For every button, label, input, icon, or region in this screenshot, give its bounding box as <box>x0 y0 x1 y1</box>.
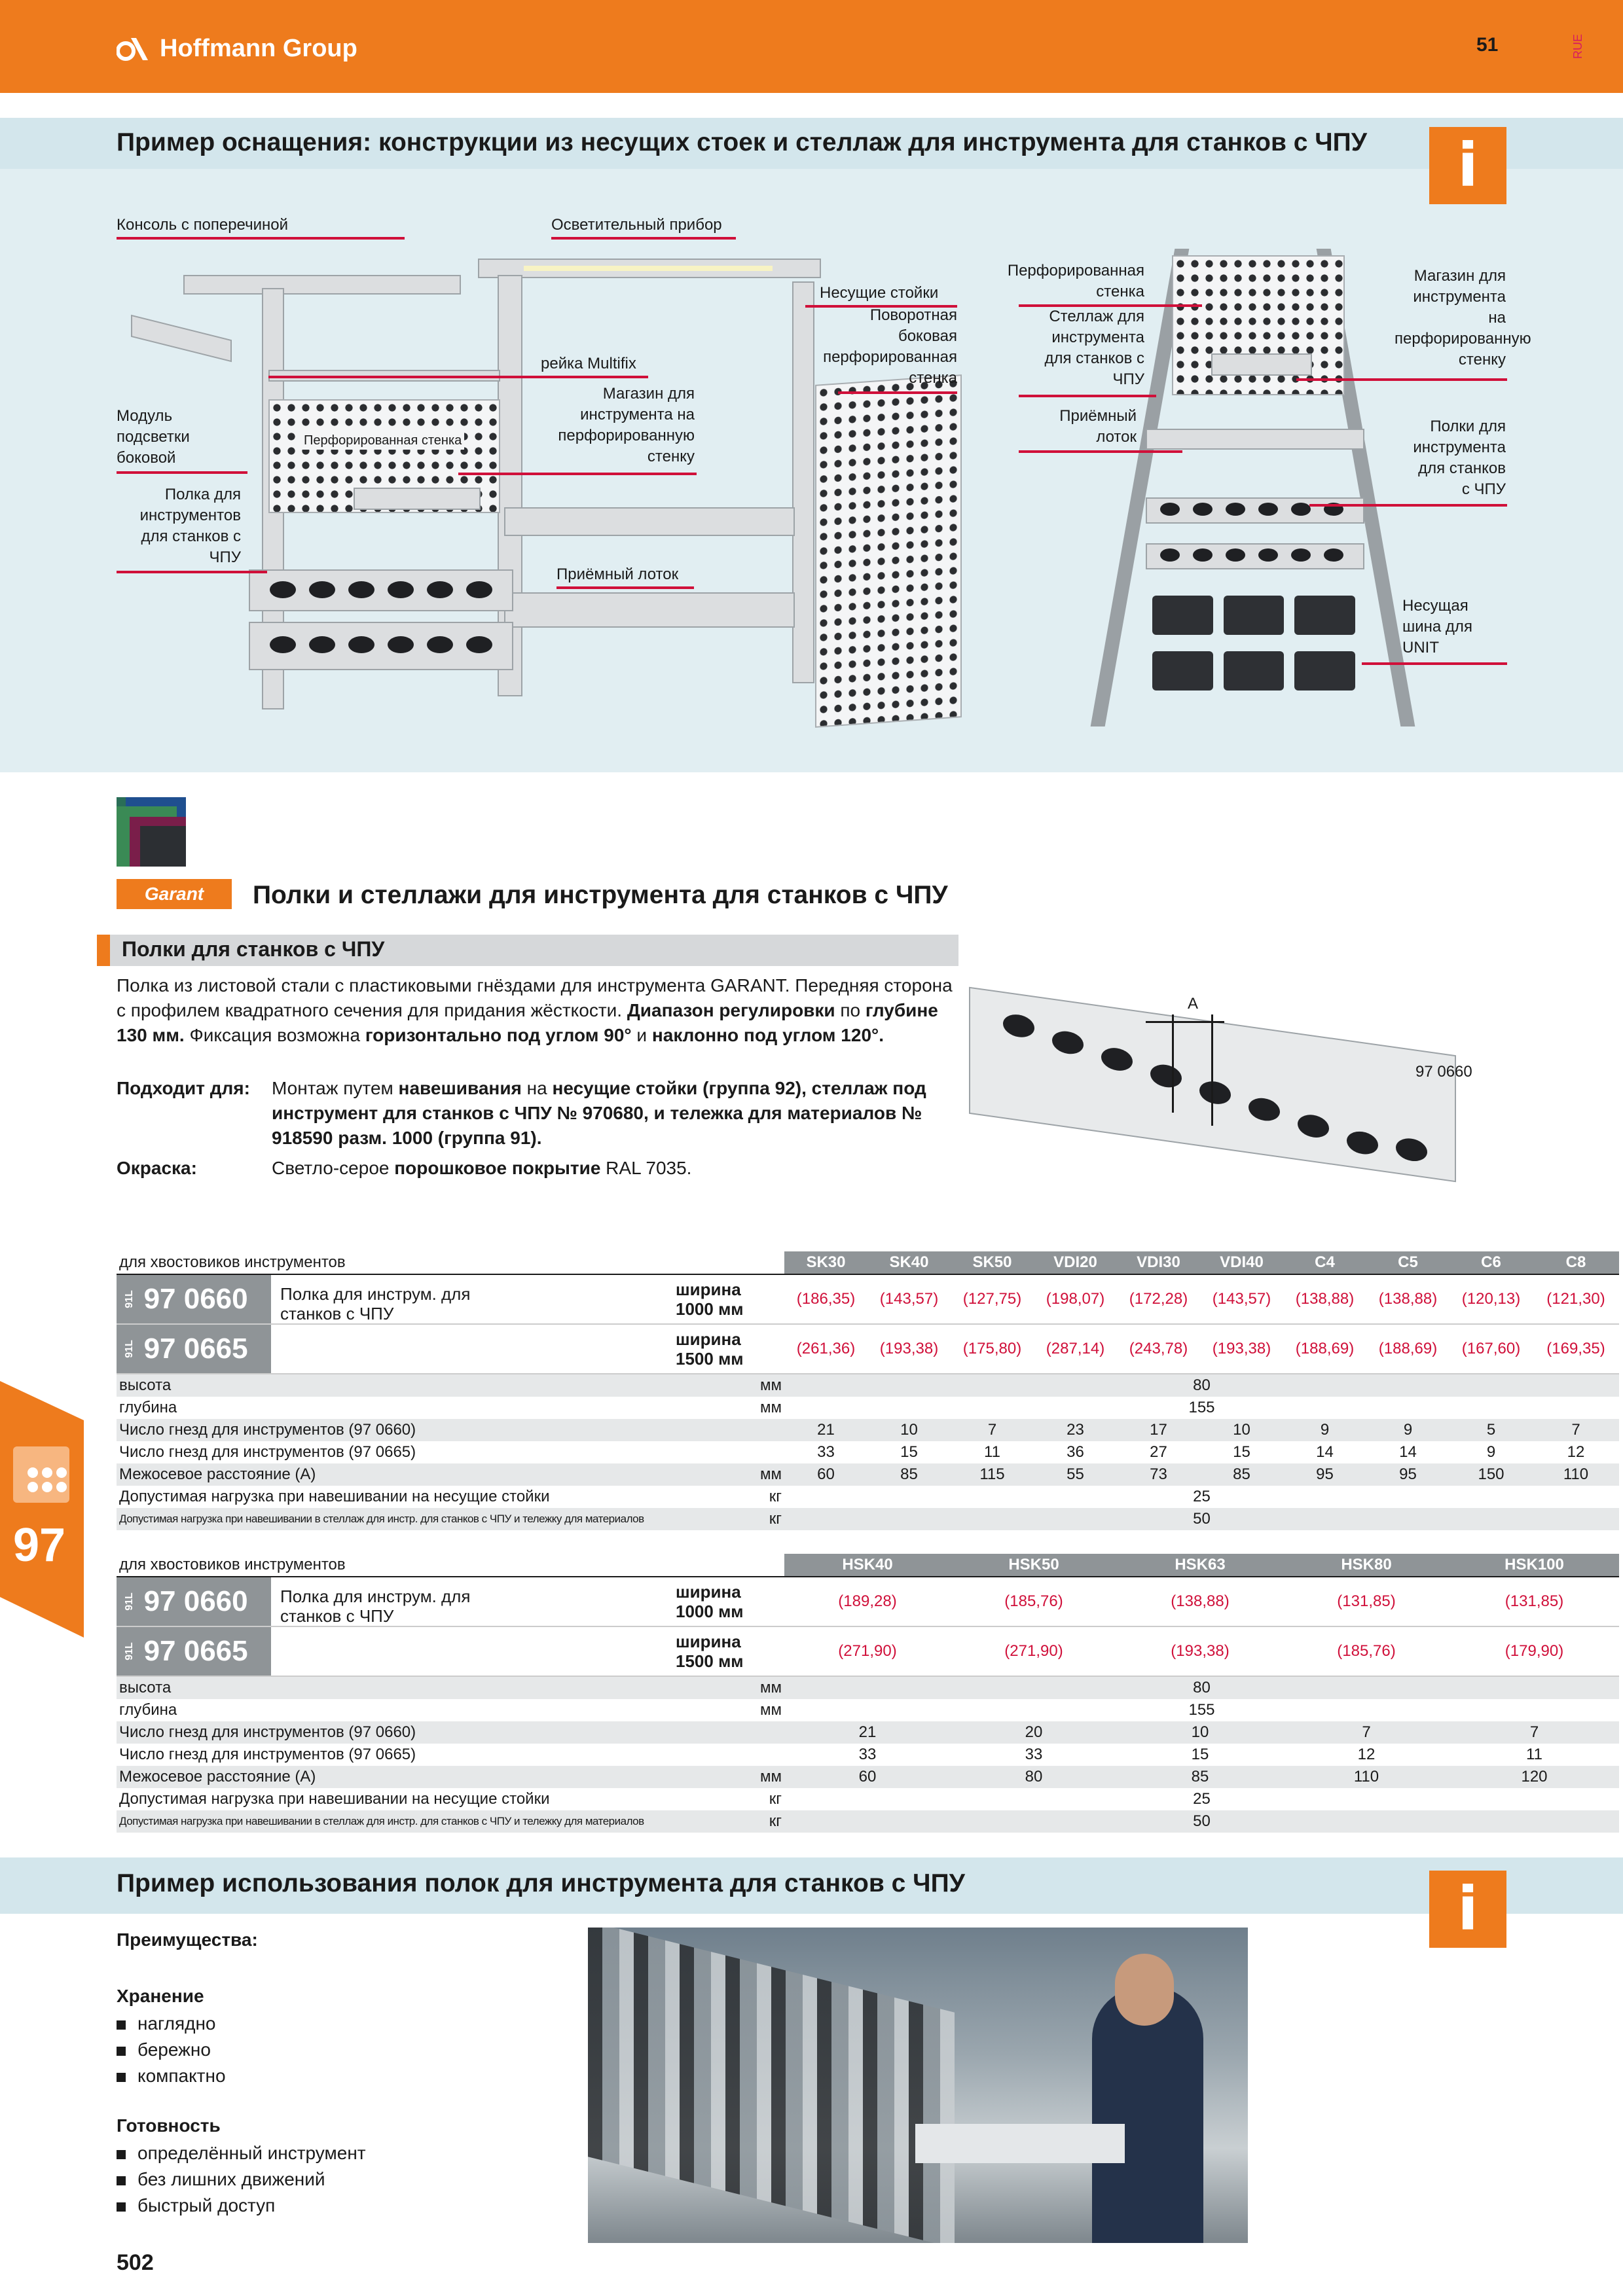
row-value: 14 <box>1399 1443 1417 1461</box>
row-label: высота <box>117 1676 673 1699</box>
row-value: 60 <box>784 1463 867 1486</box>
price-cell: (169,35) <box>1546 1340 1605 1357</box>
article-cell <box>117 1577 673 1626</box>
price-cell: (121,30) <box>1546 1290 1605 1308</box>
info-icon: i <box>1429 1871 1506 1948</box>
tool-shelf-lower <box>249 622 513 670</box>
col-header: HSK100 <box>1450 1554 1619 1577</box>
dimension-tick <box>1211 1014 1213 1126</box>
bullet-icon <box>117 2176 126 2185</box>
col-header: VDI30 <box>1117 1251 1200 1274</box>
color-swatches <box>117 797 186 867</box>
fits-bold: несущие стойки (группа 92), стеллаж под инструмент для станков с ЧПУ № 970680, и тележка для материалов № 918590 разм. 1000 (группа 91). <box>272 1078 926 1148</box>
row-value: 27 <box>1150 1443 1167 1461</box>
row-value: 9 <box>1366 1419 1450 1441</box>
label-tool-shelf: Полка для инструментов для станков с ЧПУ <box>139 486 241 566</box>
product-title: Полки и стеллажи для инструмента для станков с ЧПУ <box>253 881 948 909</box>
price-cell: (287,14) <box>1046 1340 1105 1357</box>
callout-line <box>556 586 694 589</box>
tool-shelf-upper <box>249 569 513 611</box>
article-cell <box>117 1274 673 1324</box>
row-unit: мм <box>760 1701 782 1719</box>
price-cell: (193,38) <box>879 1340 939 1357</box>
bullet-icon <box>117 2047 126 2056</box>
row-value: 80 <box>951 1766 1117 1788</box>
callout-line <box>268 376 648 378</box>
price-cell: (131,85) <box>1337 1592 1396 1610</box>
bullet-icon <box>117 2073 126 2082</box>
chapter-tab[interactable] <box>0 1381 84 1638</box>
fits-bold: навешивания <box>398 1078 522 1098</box>
list-item-text: быстрый доступ <box>137 2195 276 2215</box>
row-value: 36 <box>1067 1443 1084 1461</box>
article-width: ширина 1500 мм <box>676 1632 744 1671</box>
price-cell: (138,88) <box>1171 1592 1230 1610</box>
row-value: 85 <box>867 1463 951 1486</box>
row-value: 85 <box>1117 1766 1283 1788</box>
list-item <box>117 2063 226 2089</box>
row-value: 10 <box>867 1419 951 1441</box>
row-value: 9 <box>1486 1443 1496 1461</box>
article-desc: Полка для инструм. для станков с ЧПУ <box>280 1587 471 1626</box>
row-value: 150 <box>1450 1463 1533 1486</box>
page-number-bottom: 502 <box>117 2250 154 2275</box>
price-cell: (188,69) <box>1295 1340 1355 1357</box>
paint-text-part: RAL 7035. <box>600 1158 692 1178</box>
label-rack-rail: Несущая шина для UNIT <box>1402 597 1472 656</box>
row-value: 155 <box>1188 1399 1215 1416</box>
rack-illustration <box>1133 249 1381 726</box>
article-desc: Полка для инструм. для станков с ЧПУ <box>280 1284 471 1323</box>
article-number-box[interactable] <box>117 1325 271 1373</box>
row-value: 7 <box>1533 1419 1619 1441</box>
row-unit: кг <box>673 1508 784 1530</box>
callout-line <box>1296 378 1507 381</box>
info-icon: i <box>1429 127 1506 204</box>
row-value: 11 <box>984 1443 1000 1461</box>
fits-text <box>272 1076 953 1151</box>
list-item <box>117 2166 366 2193</box>
row-value: 17 <box>1117 1419 1200 1441</box>
rack-tray <box>1146 429 1364 450</box>
article-width: ширина 1000 мм <box>676 1582 744 1621</box>
price-cell: (131,85) <box>1504 1592 1564 1610</box>
perforated-wall-label: Перфорированная стенка <box>301 432 464 450</box>
desc-bold: горизонтально под углом 90° <box>365 1025 632 1045</box>
product-description <box>117 973 961 1048</box>
label-rack-perf: Перфорированная стенка <box>1007 262 1144 300</box>
col-header: HSK63 <box>1117 1554 1283 1577</box>
fits-text-part: Монтаж путем <box>272 1078 399 1098</box>
advantages-title: Преимущества: <box>117 1929 258 1950</box>
callout-line <box>458 473 697 475</box>
list-item <box>117 2011 226 2037</box>
price-cell: (188,69) <box>1378 1340 1438 1357</box>
row-value: 11 <box>1526 1746 1542 1763</box>
price-cell: (243,78) <box>1129 1340 1188 1357</box>
row-value: 15 <box>1191 1746 1209 1763</box>
row-value: 120 <box>1450 1766 1619 1788</box>
article-number: 97 0665 <box>143 1333 248 1365</box>
row-unit: кг <box>673 1810 784 1833</box>
row-value: 95 <box>1366 1463 1450 1486</box>
row-value: 21 <box>784 1419 867 1441</box>
desc-text: Полка из листовой стали с пластиковыми гнёздами для инструмента GARANT. Передняя сторона с профилем квадратного сечения для придания жёсткости. <box>117 975 953 1020</box>
article-number-box[interactable] <box>117 1627 271 1676</box>
row-value: 60 <box>784 1766 951 1788</box>
right-upright <box>792 281 814 683</box>
price-cell: (143,57) <box>1212 1290 1271 1308</box>
product-figure <box>956 982 1473 1204</box>
label-magazine: Магазин для инструмента на перфорированную стенку <box>558 385 695 465</box>
row-value: 50 <box>784 1508 1619 1530</box>
callout-line <box>117 471 247 474</box>
article-number-box[interactable] <box>117 1577 271 1626</box>
row-value: 85 <box>1200 1463 1283 1486</box>
row-unit: кг <box>769 1790 782 1808</box>
price-cell: (179,90) <box>1504 1642 1564 1660</box>
row-label: Число гнезд для инструментов (97 0660) <box>117 1419 673 1441</box>
label-tray: Приёмный лоток <box>556 565 679 583</box>
price-cell: (186,35) <box>796 1290 856 1308</box>
workstation-illustration <box>216 249 871 720</box>
row-value: 110 <box>1283 1766 1450 1788</box>
price-cell: (185,76) <box>1337 1642 1396 1660</box>
row-value: 80 <box>784 1676 1619 1699</box>
ready-list <box>117 2140 366 2219</box>
row-value: 12 <box>1567 1443 1585 1461</box>
rack-shelf-2 <box>1146 543 1364 569</box>
col-header: SK30 <box>784 1251 867 1274</box>
brand-name: Hoffmann Group <box>160 34 357 62</box>
row-value: 110 <box>1533 1463 1619 1486</box>
desc-bold: наклонно под углом 120°. <box>651 1025 884 1045</box>
figure-article-label: 97 0660 <box>1415 1063 1472 1081</box>
row-value: 12 <box>1357 1746 1376 1763</box>
row-unit: мм <box>760 1399 782 1416</box>
row-value: 15 <box>1233 1443 1250 1461</box>
price-cell: (138,88) <box>1378 1290 1438 1308</box>
list-item <box>117 2037 226 2063</box>
article-number: 97 0660 <box>143 1585 248 1617</box>
desc-bold: Диапазон регулировки <box>627 1000 835 1020</box>
article-number: 97 0665 <box>143 1635 248 1667</box>
row-value: 115 <box>951 1463 1034 1486</box>
row-value: 155 <box>1188 1701 1215 1719</box>
row-value: 73 <box>1117 1463 1200 1486</box>
console-beam <box>183 275 461 295</box>
row-value: 7 <box>951 1419 1034 1441</box>
row-label: Допустимая нагрузка при навешивании в стеллаж для инстр. для станков с ЧПУ и тележку для материалов <box>117 1508 673 1530</box>
subtitle-accent <box>97 935 110 966</box>
article-width: ширина 1000 мм <box>676 1280 744 1319</box>
price-cell: (127,75) <box>962 1290 1022 1308</box>
garant-logo: Garant <box>117 879 232 909</box>
col-header: HSK50 <box>951 1554 1117 1577</box>
light-strip <box>524 266 773 271</box>
tray-upper <box>504 507 795 536</box>
equipment-example-title: Пример оснащения: конструкции из несущих стоек и стеллаж для инструмента для станков с ЧПУ <box>117 128 1367 156</box>
paint-text <box>272 1156 691 1181</box>
person-head <box>1115 1954 1174 2026</box>
article-number: 97 0660 <box>143 1283 248 1315</box>
paint-bold: порошковое покрытие <box>394 1158 601 1178</box>
list-item-text: компактно <box>137 2066 226 2086</box>
list-item <box>117 2140 366 2166</box>
row-value: 55 <box>1034 1463 1117 1486</box>
storage-list <box>117 2011 226 2089</box>
row-value: 23 <box>1034 1419 1117 1441</box>
label-rack: Стеллаж для инструмента для станков с ЧПУ <box>1044 308 1144 388</box>
callout-line <box>1019 450 1182 453</box>
rack-shelf-1 <box>1146 497 1364 524</box>
row-value: 14 <box>1316 1443 1334 1461</box>
bullet-icon <box>117 2020 126 2030</box>
col-header: VDI20 <box>1034 1251 1117 1274</box>
callout-line <box>117 237 405 240</box>
row-label: высота <box>117 1374 673 1397</box>
row-label: Допустимая нагрузка при навешивании на несущие стойки <box>119 1790 550 1808</box>
label-lighting: Осветительный прибор <box>551 216 722 234</box>
row-value: 25 <box>1193 1790 1211 1808</box>
row-unit: мм <box>673 1463 784 1486</box>
table-caption: для хвостовиков инструментов <box>119 1253 346 1271</box>
row-label: глубина <box>119 1701 177 1719</box>
group-code: 91L <box>123 1340 135 1358</box>
row-unit: кг <box>769 1488 782 1505</box>
swatch-dark <box>140 826 186 867</box>
price-cell: (261,36) <box>796 1340 856 1357</box>
list-item-text: бережно <box>137 2039 211 2060</box>
desc-text: Фиксация возможна <box>184 1025 365 1045</box>
callout-line <box>551 237 736 240</box>
usage-photo <box>588 1928 1248 2243</box>
group-code: 91L <box>123 1592 135 1611</box>
rotary-perforated-wall <box>815 374 962 728</box>
row-value: 15 <box>900 1443 918 1461</box>
paint-label: Окраска: <box>117 1158 197 1178</box>
row-value: 50 <box>784 1810 1619 1833</box>
group-code: 91L <box>123 1642 135 1660</box>
row-value: 80 <box>784 1374 1619 1397</box>
fits-label: Подходит для: <box>117 1078 250 1098</box>
ready-title: Готовность <box>117 2115 221 2136</box>
paint-text-part: Светло-серое <box>272 1158 395 1178</box>
row-value: 10 <box>1117 1721 1283 1744</box>
col-header: SK50 <box>951 1251 1034 1274</box>
label-rail: рейка Multifix <box>541 355 636 372</box>
label-rack-tray: Приёмный лоток <box>1059 407 1137 446</box>
row-unit: мм <box>673 1766 784 1788</box>
row-unit: мм <box>673 1374 784 1397</box>
article-cell <box>117 1626 673 1676</box>
col-header: C5 <box>1366 1251 1450 1274</box>
col-header: VDI40 <box>1200 1251 1283 1274</box>
row-value: 10 <box>1200 1419 1283 1441</box>
row-label: Допустимая нагрузка при навешивании на несущие стойки <box>119 1488 550 1505</box>
row-unit: мм <box>673 1676 784 1699</box>
label-uprights: Несущие стойки <box>820 284 939 302</box>
usage-title: Пример использования полок для инструмента для станков с ЧПУ <box>117 1869 965 1897</box>
workbench <box>915 2124 1125 2163</box>
hoffmann-logo-icon <box>117 34 153 63</box>
row-value: 21 <box>784 1721 951 1744</box>
rack-magazine <box>1211 353 1312 376</box>
bullet-icon <box>117 2202 126 2212</box>
col-header: C8 <box>1533 1251 1619 1274</box>
price-cell: (271,90) <box>1004 1642 1063 1660</box>
price-cell: (189,28) <box>838 1592 897 1610</box>
dimension-label: A <box>1188 995 1199 1013</box>
label-rack-magazine: Магазин для инструмента на перфорированную стенку <box>1395 267 1531 368</box>
row-value: 9 <box>1283 1419 1366 1441</box>
tool-magazine <box>354 488 481 510</box>
article-cell <box>117 1324 673 1374</box>
tray-lower <box>504 592 795 628</box>
price-cell: (185,76) <box>1004 1592 1063 1610</box>
article-width: ширина 1500 мм <box>676 1329 744 1369</box>
row-value: 33 <box>817 1443 835 1461</box>
price-cell: (271,90) <box>838 1642 897 1660</box>
callout-line <box>117 571 267 573</box>
price-cell: (120,13) <box>1461 1290 1521 1308</box>
storage-title: Хранение <box>117 1986 204 2006</box>
row-value: 33 <box>1025 1746 1043 1763</box>
desc-text: по <box>835 1000 866 1020</box>
row-label: Число гнезд для инструментов (97 0660) <box>117 1721 673 1744</box>
brand-logo <box>117 34 357 63</box>
list-item-text: определённый инструмент <box>137 2143 366 2163</box>
row-value: 7 <box>1283 1721 1450 1744</box>
page-number-top: 51 <box>1476 34 1499 56</box>
row-value: 33 <box>858 1746 877 1763</box>
desc-text: и <box>631 1025 652 1045</box>
chapter-tab-shape-icon <box>0 1381 84 1638</box>
price-cell: (198,07) <box>1046 1290 1105 1308</box>
callout-line <box>1019 395 1156 397</box>
label-rack-shelves: Полки для инструмента для станков с ЧПУ <box>1413 418 1506 498</box>
list-item-text: наглядно <box>137 2013 216 2034</box>
price-cell: (193,38) <box>1212 1340 1271 1357</box>
callout-line <box>1362 662 1507 665</box>
callout-line <box>838 391 957 394</box>
callout-line <box>1309 504 1507 507</box>
row-value: 25 <box>1193 1488 1211 1505</box>
price-cell: (193,38) <box>1171 1642 1230 1660</box>
col-header: SK40 <box>867 1251 951 1274</box>
label-rotary-wall: Поворотная боковая перфорированная стенка <box>823 306 957 387</box>
rack-unit-row-2 <box>1152 651 1355 691</box>
rack-unit-row-1 <box>1152 596 1355 635</box>
col-header: HSK80 <box>1283 1554 1450 1577</box>
desc-bold: глубине 130 мм. <box>117 1000 938 1045</box>
row-label: Допустимая нагрузка при навешивании в стеллаж для инстр. для станков с ЧПУ и тележку для материалов <box>117 1810 673 1833</box>
bullet-icon <box>117 2150 126 2159</box>
price-cell: (175,80) <box>962 1340 1022 1357</box>
chapter-number: 97 <box>13 1519 66 1571</box>
price-cell: (138,88) <box>1295 1290 1355 1308</box>
row-value: 7 <box>1450 1721 1619 1744</box>
dimension-tick <box>1172 1014 1174 1113</box>
row-value: 20 <box>951 1721 1117 1744</box>
price-cell: (143,57) <box>879 1290 939 1308</box>
col-header: C6 <box>1450 1251 1533 1274</box>
row-label: глубина <box>119 1399 177 1416</box>
price-cell: (172,28) <box>1129 1290 1188 1308</box>
table-caption: для хвостовиков инструментов <box>119 1556 346 1573</box>
label-console: Консоль с поперечиной <box>117 216 289 234</box>
row-value: 5 <box>1450 1419 1533 1441</box>
spec-table-1 <box>117 1251 1605 1530</box>
article-number-box[interactable] <box>117 1275 271 1323</box>
label-side-light: Модуль подсветки боковой <box>117 407 190 467</box>
row-label: Межосевое расстояние (A) <box>117 1766 673 1788</box>
fits-text-part: на <box>521 1078 553 1098</box>
list-item-text: без лишних движений <box>137 2169 325 2189</box>
row-label: Межосевое расстояние (A) <box>117 1463 673 1486</box>
row-label: Число гнезд для инструментов (97 0665) <box>119 1443 416 1461</box>
price-cell: (167,60) <box>1461 1340 1521 1357</box>
col-header: C4 <box>1283 1251 1366 1274</box>
row-label: Число гнезд для инструментов (97 0665) <box>119 1746 416 1763</box>
spec-table-2 <box>117 1554 1564 1833</box>
corner-code: RUE <box>1571 33 1584 59</box>
group-code: 91L <box>123 1290 135 1308</box>
col-header: HSK40 <box>784 1554 951 1577</box>
list-item <box>117 2193 366 2219</box>
row-value: 95 <box>1283 1463 1366 1486</box>
product-subtitle: Полки для станков с ЧПУ <box>122 937 385 961</box>
